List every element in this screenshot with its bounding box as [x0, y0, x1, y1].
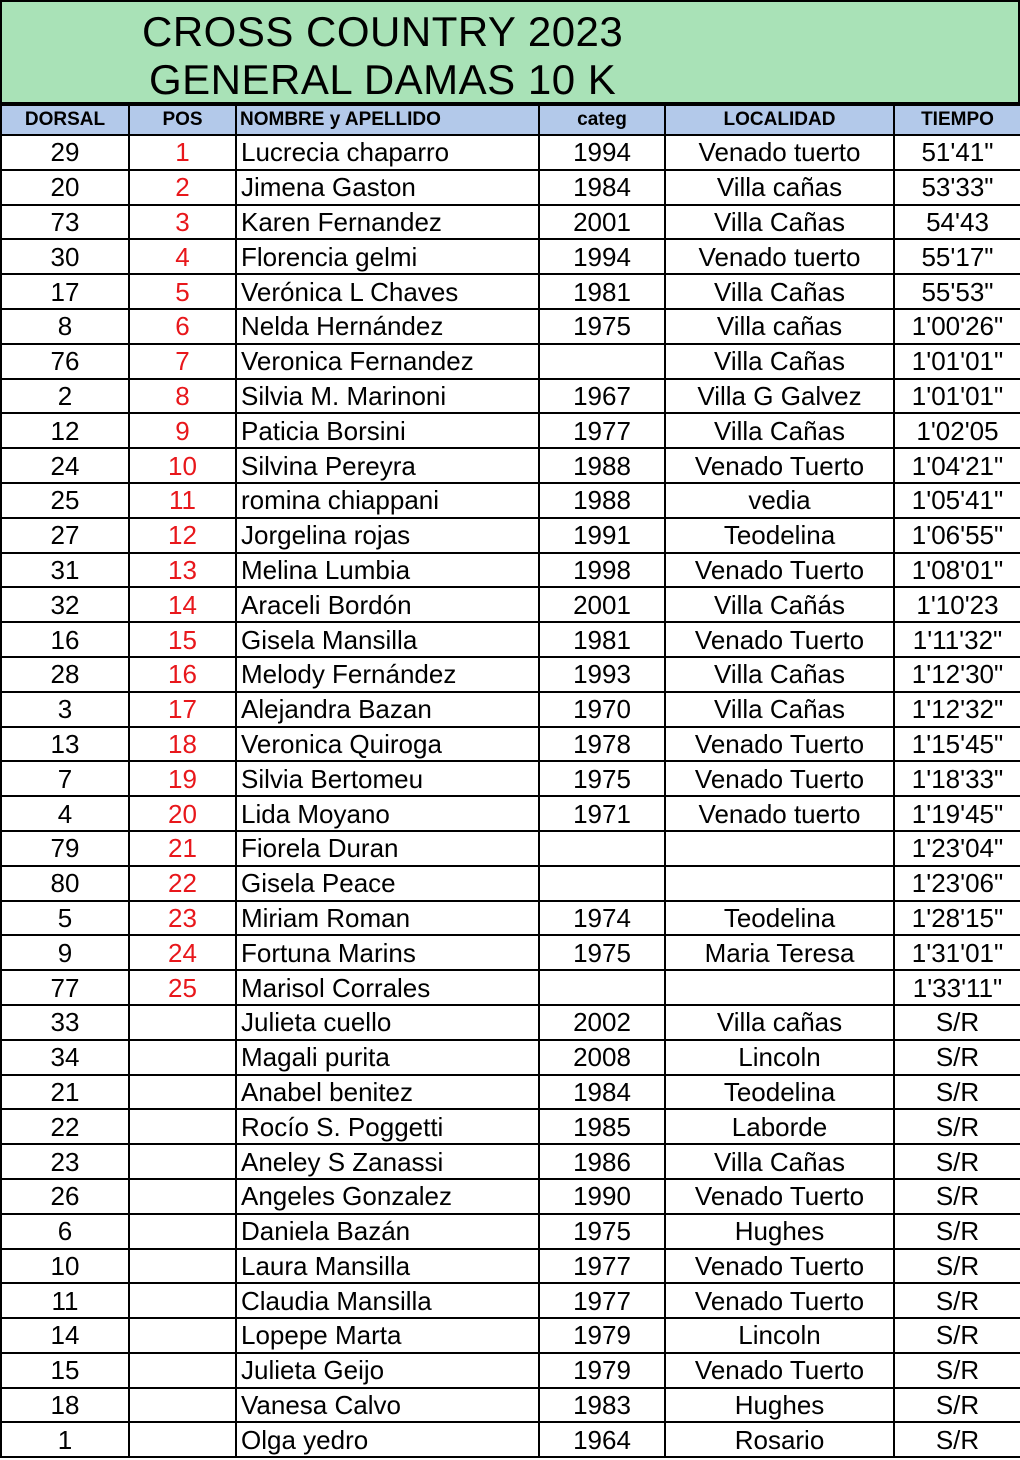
table-row: [1, 866, 1020, 901]
cell-tiempo: S/R: [894, 1179, 1020, 1214]
cell-localidad: Villa Cañas: [665, 692, 894, 727]
cell-localidad: Hughes: [665, 1388, 894, 1423]
cell-tiempo: S/R: [894, 1249, 1020, 1284]
cell-pos: 4: [129, 239, 236, 274]
cell-localidad: Villa G Galvez: [665, 379, 894, 414]
header-categ: categ: [539, 105, 665, 135]
cell-tiempo: S/R: [894, 1422, 1020, 1457]
cell-categ: 1977: [539, 413, 665, 448]
table-row: [1, 1144, 1020, 1179]
cell-tiempo: 53'33": [894, 170, 1020, 205]
cell-localidad: Venado tuerto: [665, 135, 894, 170]
cell-dorsal: 24: [1, 448, 129, 483]
table-row: [1, 1422, 1020, 1457]
cell-categ: 1994: [539, 135, 665, 170]
cell-tiempo: 1'11'32": [894, 622, 1020, 657]
cell-pos: [129, 1283, 236, 1318]
cell-localidad: [665, 831, 894, 866]
cell-localidad: Villa cañas: [665, 309, 894, 344]
cell-localidad: Rosario: [665, 1422, 894, 1457]
table-row: [1, 1388, 1020, 1423]
cell-categ: 2002: [539, 1005, 665, 1040]
cell-pos: 1: [129, 135, 236, 170]
cell-dorsal: 29: [1, 135, 129, 170]
cell-categ: 1986: [539, 1144, 665, 1179]
cell-categ: [539, 970, 665, 1005]
cell-tiempo: S/R: [894, 1144, 1020, 1179]
cell-localidad: Teodelina: [665, 518, 894, 553]
cell-localidad: Venado tuerto: [665, 796, 894, 831]
cell-dorsal: 8: [1, 309, 129, 344]
cell-categ: [539, 866, 665, 901]
cell-tiempo: 1'05'41": [894, 483, 1020, 518]
cell-name: Miriam Roman: [236, 901, 539, 936]
cell-dorsal: 80: [1, 866, 129, 901]
table-row: [1, 796, 1020, 831]
cell-categ: 1985: [539, 1109, 665, 1144]
cell-dorsal: 3: [1, 692, 129, 727]
results-table: [0, 104, 1020, 1458]
cell-tiempo: S/R: [894, 1109, 1020, 1144]
table-row: [1, 1109, 1020, 1144]
cell-name: Gisela Peace: [236, 866, 539, 901]
cell-pos: 14: [129, 587, 236, 622]
cell-dorsal: 16: [1, 622, 129, 657]
cell-tiempo: 1'23'06": [894, 866, 1020, 901]
cell-pos: [129, 1179, 236, 1214]
cell-tiempo: 1'19'45": [894, 796, 1020, 831]
cell-categ: 1975: [539, 935, 665, 970]
cell-dorsal: 33: [1, 1005, 129, 1040]
header-name: NOMBRE y APELLIDO: [236, 105, 539, 135]
cell-localidad: Venado Tuerto: [665, 622, 894, 657]
cell-pos: [129, 1318, 236, 1353]
cell-categ: 1964: [539, 1422, 665, 1457]
cell-pos: [129, 1144, 236, 1179]
cell-tiempo: 1'02'05: [894, 413, 1020, 448]
cell-dorsal: 76: [1, 344, 129, 379]
cell-dorsal: 7: [1, 761, 129, 796]
table-row: [1, 483, 1020, 518]
cell-tiempo: 1'28'15": [894, 901, 1020, 936]
cell-categ: 1994: [539, 239, 665, 274]
title-line-2: GENERAL DAMAS 10 K: [149, 56, 617, 103]
cell-name: Silvia Bertomeu: [236, 761, 539, 796]
cell-categ: 1988: [539, 448, 665, 483]
cell-localidad: Lincoln: [665, 1318, 894, 1353]
cell-name: Vanesa Calvo: [236, 1388, 539, 1423]
cell-localidad: Venado Tuerto: [665, 1249, 894, 1284]
cell-pos: 20: [129, 796, 236, 831]
cell-categ: 1998: [539, 553, 665, 588]
table-row: [1, 1214, 1020, 1249]
cell-tiempo: 1'33'11": [894, 970, 1020, 1005]
cell-dorsal: 2: [1, 379, 129, 414]
table-row: [1, 587, 1020, 622]
cell-categ: [539, 344, 665, 379]
cell-dorsal: 20: [1, 170, 129, 205]
cell-name: Nelda Hernández: [236, 309, 539, 344]
cell-localidad: Villa cañas: [665, 170, 894, 205]
cell-pos: 11: [129, 483, 236, 518]
cell-pos: [129, 1214, 236, 1249]
cell-categ: 1990: [539, 1179, 665, 1214]
cell-name: Angeles Gonzalez: [236, 1179, 539, 1214]
cell-tiempo: 1'06'55": [894, 518, 1020, 553]
cell-name: Florencia gelmi: [236, 239, 539, 274]
cell-pos: 21: [129, 831, 236, 866]
table-row: [1, 657, 1020, 692]
cell-tiempo: 1'01'01": [894, 379, 1020, 414]
cell-dorsal: 25: [1, 483, 129, 518]
cell-pos: [129, 1109, 236, 1144]
table-row: [1, 727, 1020, 762]
cell-dorsal: 14: [1, 1318, 129, 1353]
cell-name: Araceli Bordón: [236, 587, 539, 622]
cell-pos: 24: [129, 935, 236, 970]
cell-name: Silvina Pereyra: [236, 448, 539, 483]
cell-localidad: Venado Tuerto: [665, 1283, 894, 1318]
cell-tiempo: 51'41": [894, 135, 1020, 170]
title-banner: [0, 0, 1020, 104]
cell-localidad: Villa Cañas: [665, 344, 894, 379]
cell-tiempo: 55'53": [894, 274, 1020, 309]
table-row: [1, 448, 1020, 483]
cell-dorsal: 17: [1, 274, 129, 309]
table-row: [1, 239, 1020, 274]
cell-localidad: Villa Cañas: [665, 205, 894, 240]
cell-dorsal: 4: [1, 796, 129, 831]
cell-name: Anabel benitez: [236, 1075, 539, 1110]
table-row: [1, 831, 1020, 866]
cell-categ: 2001: [539, 205, 665, 240]
cell-pos: [129, 1075, 236, 1110]
cell-tiempo: 55'17": [894, 239, 1020, 274]
cell-dorsal: 15: [1, 1353, 129, 1388]
cell-dorsal: 31: [1, 553, 129, 588]
cell-dorsal: 79: [1, 831, 129, 866]
cell-tiempo: S/R: [894, 1388, 1020, 1423]
cell-dorsal: 73: [1, 205, 129, 240]
cell-tiempo: S/R: [894, 1353, 1020, 1388]
cell-categ: 1993: [539, 657, 665, 692]
cell-localidad: Venado Tuerto: [665, 727, 894, 762]
cell-pos: 13: [129, 553, 236, 588]
cell-tiempo: 1'12'30": [894, 657, 1020, 692]
cell-pos: 9: [129, 413, 236, 448]
table-row: [1, 935, 1020, 970]
cell-name: Magali purita: [236, 1040, 539, 1075]
cell-name: Jorgelina rojas: [236, 518, 539, 553]
cell-pos: 18: [129, 727, 236, 762]
cell-name: Julieta Geijo: [236, 1353, 539, 1388]
cell-name: Fortuna Marins: [236, 935, 539, 970]
cell-categ: 1977: [539, 1249, 665, 1284]
cell-categ: [539, 831, 665, 866]
cell-name: Melina Lumbia: [236, 553, 539, 588]
cell-localidad: [665, 970, 894, 1005]
cell-localidad: Venado Tuerto: [665, 553, 894, 588]
cell-dorsal: 12: [1, 413, 129, 448]
cell-localidad: Lincoln: [665, 1040, 894, 1075]
table-row: [1, 1040, 1020, 1075]
cell-pos: 5: [129, 274, 236, 309]
cell-dorsal: 10: [1, 1249, 129, 1284]
cell-pos: 6: [129, 309, 236, 344]
cell-localidad: vedia: [665, 483, 894, 518]
table-row: [1, 344, 1020, 379]
cell-name: Rocío S. Poggetti: [236, 1109, 539, 1144]
cell-tiempo: S/R: [894, 1283, 1020, 1318]
cell-localidad: Teodelina: [665, 1075, 894, 1110]
table-row: [1, 553, 1020, 588]
cell-localidad: Laborde: [665, 1109, 894, 1144]
cell-categ: 1991: [539, 518, 665, 553]
table-row: [1, 622, 1020, 657]
cell-name: Alejandra Bazan: [236, 692, 539, 727]
cell-tiempo: S/R: [894, 1040, 1020, 1075]
header-dorsal: DORSAL: [1, 105, 129, 135]
cell-name: Silvia M. Marinoni: [236, 379, 539, 414]
cell-name: Melody Fernández: [236, 657, 539, 692]
cell-pos: [129, 1249, 236, 1284]
cell-pos: 23: [129, 901, 236, 936]
cell-tiempo: 1'08'01": [894, 553, 1020, 588]
cell-pos: 7: [129, 344, 236, 379]
cell-name: Jimena Gaston: [236, 170, 539, 205]
cell-dorsal: 77: [1, 970, 129, 1005]
cell-localidad: Venado tuerto: [665, 239, 894, 274]
cell-name: Verónica L Chaves: [236, 274, 539, 309]
cell-categ: 1988: [539, 483, 665, 518]
cell-categ: 1979: [539, 1353, 665, 1388]
cell-dorsal: 34: [1, 1040, 129, 1075]
table-row: [1, 1283, 1020, 1318]
cell-localidad: Villa Cañas: [665, 413, 894, 448]
table-row: [1, 413, 1020, 448]
cell-categ: 1975: [539, 309, 665, 344]
cell-tiempo: 1'12'32": [894, 692, 1020, 727]
cell-categ: 1975: [539, 761, 665, 796]
table-row: [1, 274, 1020, 309]
table-row: [1, 1249, 1020, 1284]
cell-name: Lopepe Marta: [236, 1318, 539, 1353]
table-row: [1, 692, 1020, 727]
cell-tiempo: 1'01'01": [894, 344, 1020, 379]
cell-localidad: Maria Teresa: [665, 935, 894, 970]
table-row: [1, 518, 1020, 553]
cell-tiempo: 1'10'23: [894, 587, 1020, 622]
cell-tiempo: S/R: [894, 1214, 1020, 1249]
cell-pos: 12: [129, 518, 236, 553]
cell-localidad: Villa Cañas: [665, 657, 894, 692]
cell-tiempo: 1'00'26": [894, 309, 1020, 344]
cell-dorsal: 22: [1, 1109, 129, 1144]
cell-dorsal: 18: [1, 1388, 129, 1423]
cell-name: Fiorela Duran: [236, 831, 539, 866]
table-row: [1, 309, 1020, 344]
cell-pos: 22: [129, 866, 236, 901]
cell-pos: 10: [129, 448, 236, 483]
title-line-1: CROSS COUNTRY 2023: [142, 8, 624, 55]
cell-tiempo: 1'04'21": [894, 448, 1020, 483]
cell-name: Gisela Mansilla: [236, 622, 539, 657]
table-row: [1, 1353, 1020, 1388]
cell-pos: 15: [129, 622, 236, 657]
cell-tiempo: S/R: [894, 1005, 1020, 1040]
cell-pos: 3: [129, 205, 236, 240]
table-row: [1, 1005, 1020, 1040]
cell-dorsal: 11: [1, 1283, 129, 1318]
header-pos: POS: [129, 105, 236, 135]
cell-categ: 1971: [539, 796, 665, 831]
cell-categ: 1975: [539, 1214, 665, 1249]
cell-name: Laura Mansilla: [236, 1249, 539, 1284]
cell-dorsal: 1: [1, 1422, 129, 1457]
cell-name: Lida Moyano: [236, 796, 539, 831]
cell-pos: 2: [129, 170, 236, 205]
cell-localidad: Venado Tuerto: [665, 448, 894, 483]
cell-name: Marisol Corrales: [236, 970, 539, 1005]
cell-pos: [129, 1422, 236, 1457]
cell-localidad: Villa Cañas: [665, 274, 894, 309]
cell-pos: [129, 1388, 236, 1423]
cell-pos: 8: [129, 379, 236, 414]
table-row: [1, 901, 1020, 936]
cell-localidad: Villa Cañás: [665, 587, 894, 622]
header-localidad: LOCALIDAD: [665, 105, 894, 135]
table-row: [1, 135, 1020, 170]
table-row: [1, 1075, 1020, 1110]
cell-dorsal: 5: [1, 901, 129, 936]
cell-dorsal: 32: [1, 587, 129, 622]
table-row: [1, 761, 1020, 796]
results-body: [1, 135, 1020, 1457]
cell-categ: 1970: [539, 692, 665, 727]
cell-tiempo: 1'31'01": [894, 935, 1020, 970]
cell-categ: 1981: [539, 622, 665, 657]
cell-tiempo: 54'43: [894, 205, 1020, 240]
cell-name: Claudia Mansilla: [236, 1283, 539, 1318]
cell-name: romina chiappani: [236, 483, 539, 518]
cell-pos: [129, 1040, 236, 1075]
cell-localidad: [665, 866, 894, 901]
cell-name: Paticia Borsini: [236, 413, 539, 448]
cell-categ: 2001: [539, 587, 665, 622]
cell-pos: [129, 1005, 236, 1040]
cell-dorsal: 26: [1, 1179, 129, 1214]
cell-name: Karen Fernandez: [236, 205, 539, 240]
cell-pos: 19: [129, 761, 236, 796]
cell-name: Veronica Fernandez: [236, 344, 539, 379]
table-row: [1, 170, 1020, 205]
cell-categ: 1984: [539, 1075, 665, 1110]
cell-tiempo: 1'18'33": [894, 761, 1020, 796]
cell-categ: 1978: [539, 727, 665, 762]
cell-localidad: Venado Tuerto: [665, 1179, 894, 1214]
cell-pos: 17: [129, 692, 236, 727]
cell-tiempo: 1'23'04": [894, 831, 1020, 866]
cell-categ: 1984: [539, 170, 665, 205]
cell-localidad: Hughes: [665, 1214, 894, 1249]
table-row: [1, 379, 1020, 414]
cell-categ: 1981: [539, 274, 665, 309]
header-tiempo: TIEMPO: [894, 105, 1020, 135]
cell-localidad: Villa Cañas: [665, 1144, 894, 1179]
cell-dorsal: 27: [1, 518, 129, 553]
cell-name: Olga yedro: [236, 1422, 539, 1457]
cell-pos: 16: [129, 657, 236, 692]
table-row: [1, 1318, 1020, 1353]
cell-dorsal: 21: [1, 1075, 129, 1110]
cell-tiempo: 1'15'45": [894, 727, 1020, 762]
cell-pos: 25: [129, 970, 236, 1005]
cell-dorsal: 23: [1, 1144, 129, 1179]
cell-name: Lucrecia chaparro: [236, 135, 539, 170]
cell-categ: 1977: [539, 1283, 665, 1318]
cell-categ: 1979: [539, 1318, 665, 1353]
cell-localidad: Villa cañas: [665, 1005, 894, 1040]
table-row: [1, 205, 1020, 240]
cell-localidad: Venado Tuerto: [665, 1353, 894, 1388]
cell-localidad: Teodelina: [665, 901, 894, 936]
cell-name: Julieta cuello: [236, 1005, 539, 1040]
cell-dorsal: 28: [1, 657, 129, 692]
cell-dorsal: 30: [1, 239, 129, 274]
cell-localidad: Venado Tuerto: [665, 761, 894, 796]
table-row: [1, 1179, 1020, 1214]
cell-dorsal: 6: [1, 1214, 129, 1249]
cell-categ: 1983: [539, 1388, 665, 1423]
cell-dorsal: 13: [1, 727, 129, 762]
header-row: [1, 105, 1020, 135]
cell-dorsal: 9: [1, 935, 129, 970]
cell-categ: 1974: [539, 901, 665, 936]
cell-name: Daniela Bazán: [236, 1214, 539, 1249]
cell-tiempo: S/R: [894, 1318, 1020, 1353]
cell-categ: 1967: [539, 379, 665, 414]
cell-tiempo: S/R: [894, 1075, 1020, 1110]
cell-name: Aneley S Zanassi: [236, 1144, 539, 1179]
cell-categ: 2008: [539, 1040, 665, 1075]
cell-name: Veronica Quiroga: [236, 727, 539, 762]
cell-pos: [129, 1353, 236, 1388]
table-row: [1, 970, 1020, 1005]
